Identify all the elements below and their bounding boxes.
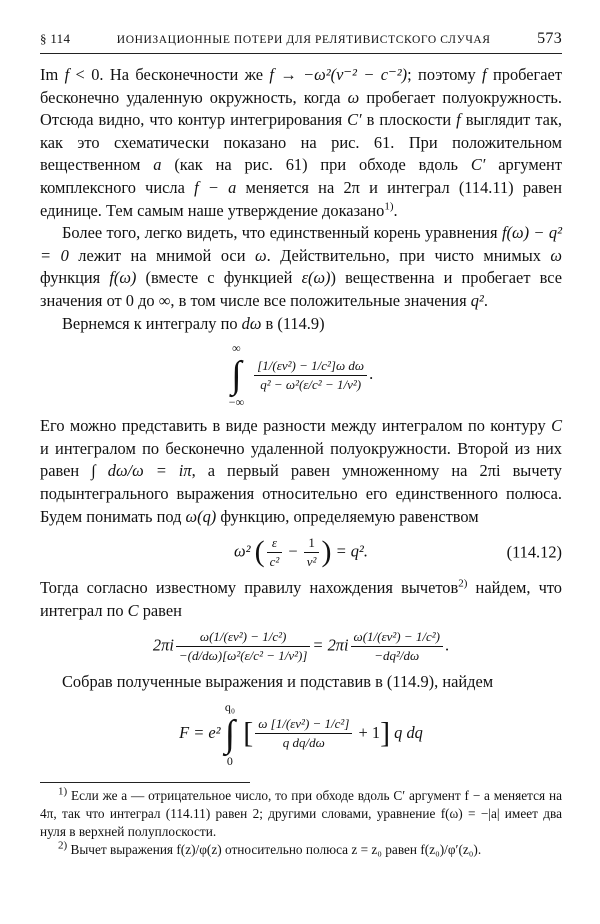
footnotes [40, 787, 562, 859]
paragraph-2: Более того, легко видеть, что единственный корень уравнения f(ω) − q² = 0 лежит на мнимой оси ω. Действительно, при чисто мнимых ω функция f(ω) (вместе с функцией ε(ω)) вещественна и пробегает все значения от 0 до ∞, в том числе все положительные значения q². [40, 223, 562, 310]
equation-label: (114.12) [506, 542, 562, 562]
integral-equation: ∞ ∫ −∞ $\frac{\text{[1/(εv²) − 1/c²]ω dω}}{\text{q² − ω²(ε/c² − 1/v²)}}$ . [228, 341, 374, 410]
footnote-ref-2: 2) [458, 577, 468, 590]
footnote-ref-1: 1) [384, 200, 394, 213]
footnote-1: $^{1)}$ Если же a — отрицательное число, то при обходе вдоль C′ аргумент f − a меняется на 4π, так что интеграл (114.11) равен 2; другими словами, уравнение f(ω) = −|a| имеет два нуля в верхней полуплоскости. [40, 785, 562, 839]
book-page [40, 30, 562, 859]
section-number: § 114 [40, 31, 71, 46]
running-header [40, 30, 562, 54]
paragraph-1: Im f < 0. На бесконечности же f → −ω²(v⁻² − c⁻²); поэтому f пробегает бесконечно удаленную окружность, когда ω пробегает полуокружность. Отсюда видно, что контур интегрирования C′ в плоскости f выглядит так, как это схематически показано на рис. 61. При положительном вещественном a (как на рис. 61) при обходе вдоль C′ аргумент комплексного числа f − a меняется на 2π и интеграл (114.11) равен единице. Тем самым наше утверждение доказано$^{1)}$. [40, 65, 563, 220]
final-F-equation: F = e² q₀ ∫ 0 [ $\frac{\text{ω [1/(εv²) − 1/c²]}}{\text{q dq/dω}}$ + 1] q dq [179, 699, 423, 768]
paragraph-3: Вернемся к интегралу по dω в (114.9) [62, 313, 325, 333]
equation-114-12: ω² ( $\frac{\varepsilon}{\text{c²}}$ − $\frac{1}{\text{v²}}$ ) = q². (114.12) [234, 535, 562, 570]
footnote-2: $^{2)}$ Вычет выражения f(z)/φ(z) относительно полюса z = z₀ равен f(z₀)/φ′(z₀). [58, 839, 482, 857]
residue-equation: 2πi $\frac{\text{ω(1/(εv²) − 1/c²)}}{\text{−(d/dω)[ω²(ε/c² − 1/v²)]}}$ = 2πi $\frac{\text{ω(1/(εv²) − 1/c²)}}{\text{−dq²/dω}}$ . [152, 629, 450, 664]
chapter-title: ИОНИЗАЦИОННЫЕ ПОТЕРИ ДЛЯ РЕЛЯТИВИСТСКОГО СЛУЧАЯ [116, 34, 491, 46]
footnote-divider [40, 782, 250, 783]
main-text [40, 64, 562, 768]
paragraph-4: Его можно представить в виде разности между интегралом по контуру C и интегралом по бесконечно удаленной полуокружности. Второй из них равен ∫ dω/ω = iπ, а первый равен умноженному на 2πi вычету подынтегрального выражения относительно его единственного полюса. Будем понимать под ω(q) функцию, определяемую равенством [40, 416, 562, 526]
paragraph-5: Тогда согласно известному правилу нахождения вычетов$^{2)}$ найдем, что интеграл по C равен [40, 577, 562, 620]
page-number: 573 [537, 30, 562, 47]
paragraph-6: Собрав полученные выражения и подставив в (114.9), найдем [62, 672, 494, 692]
